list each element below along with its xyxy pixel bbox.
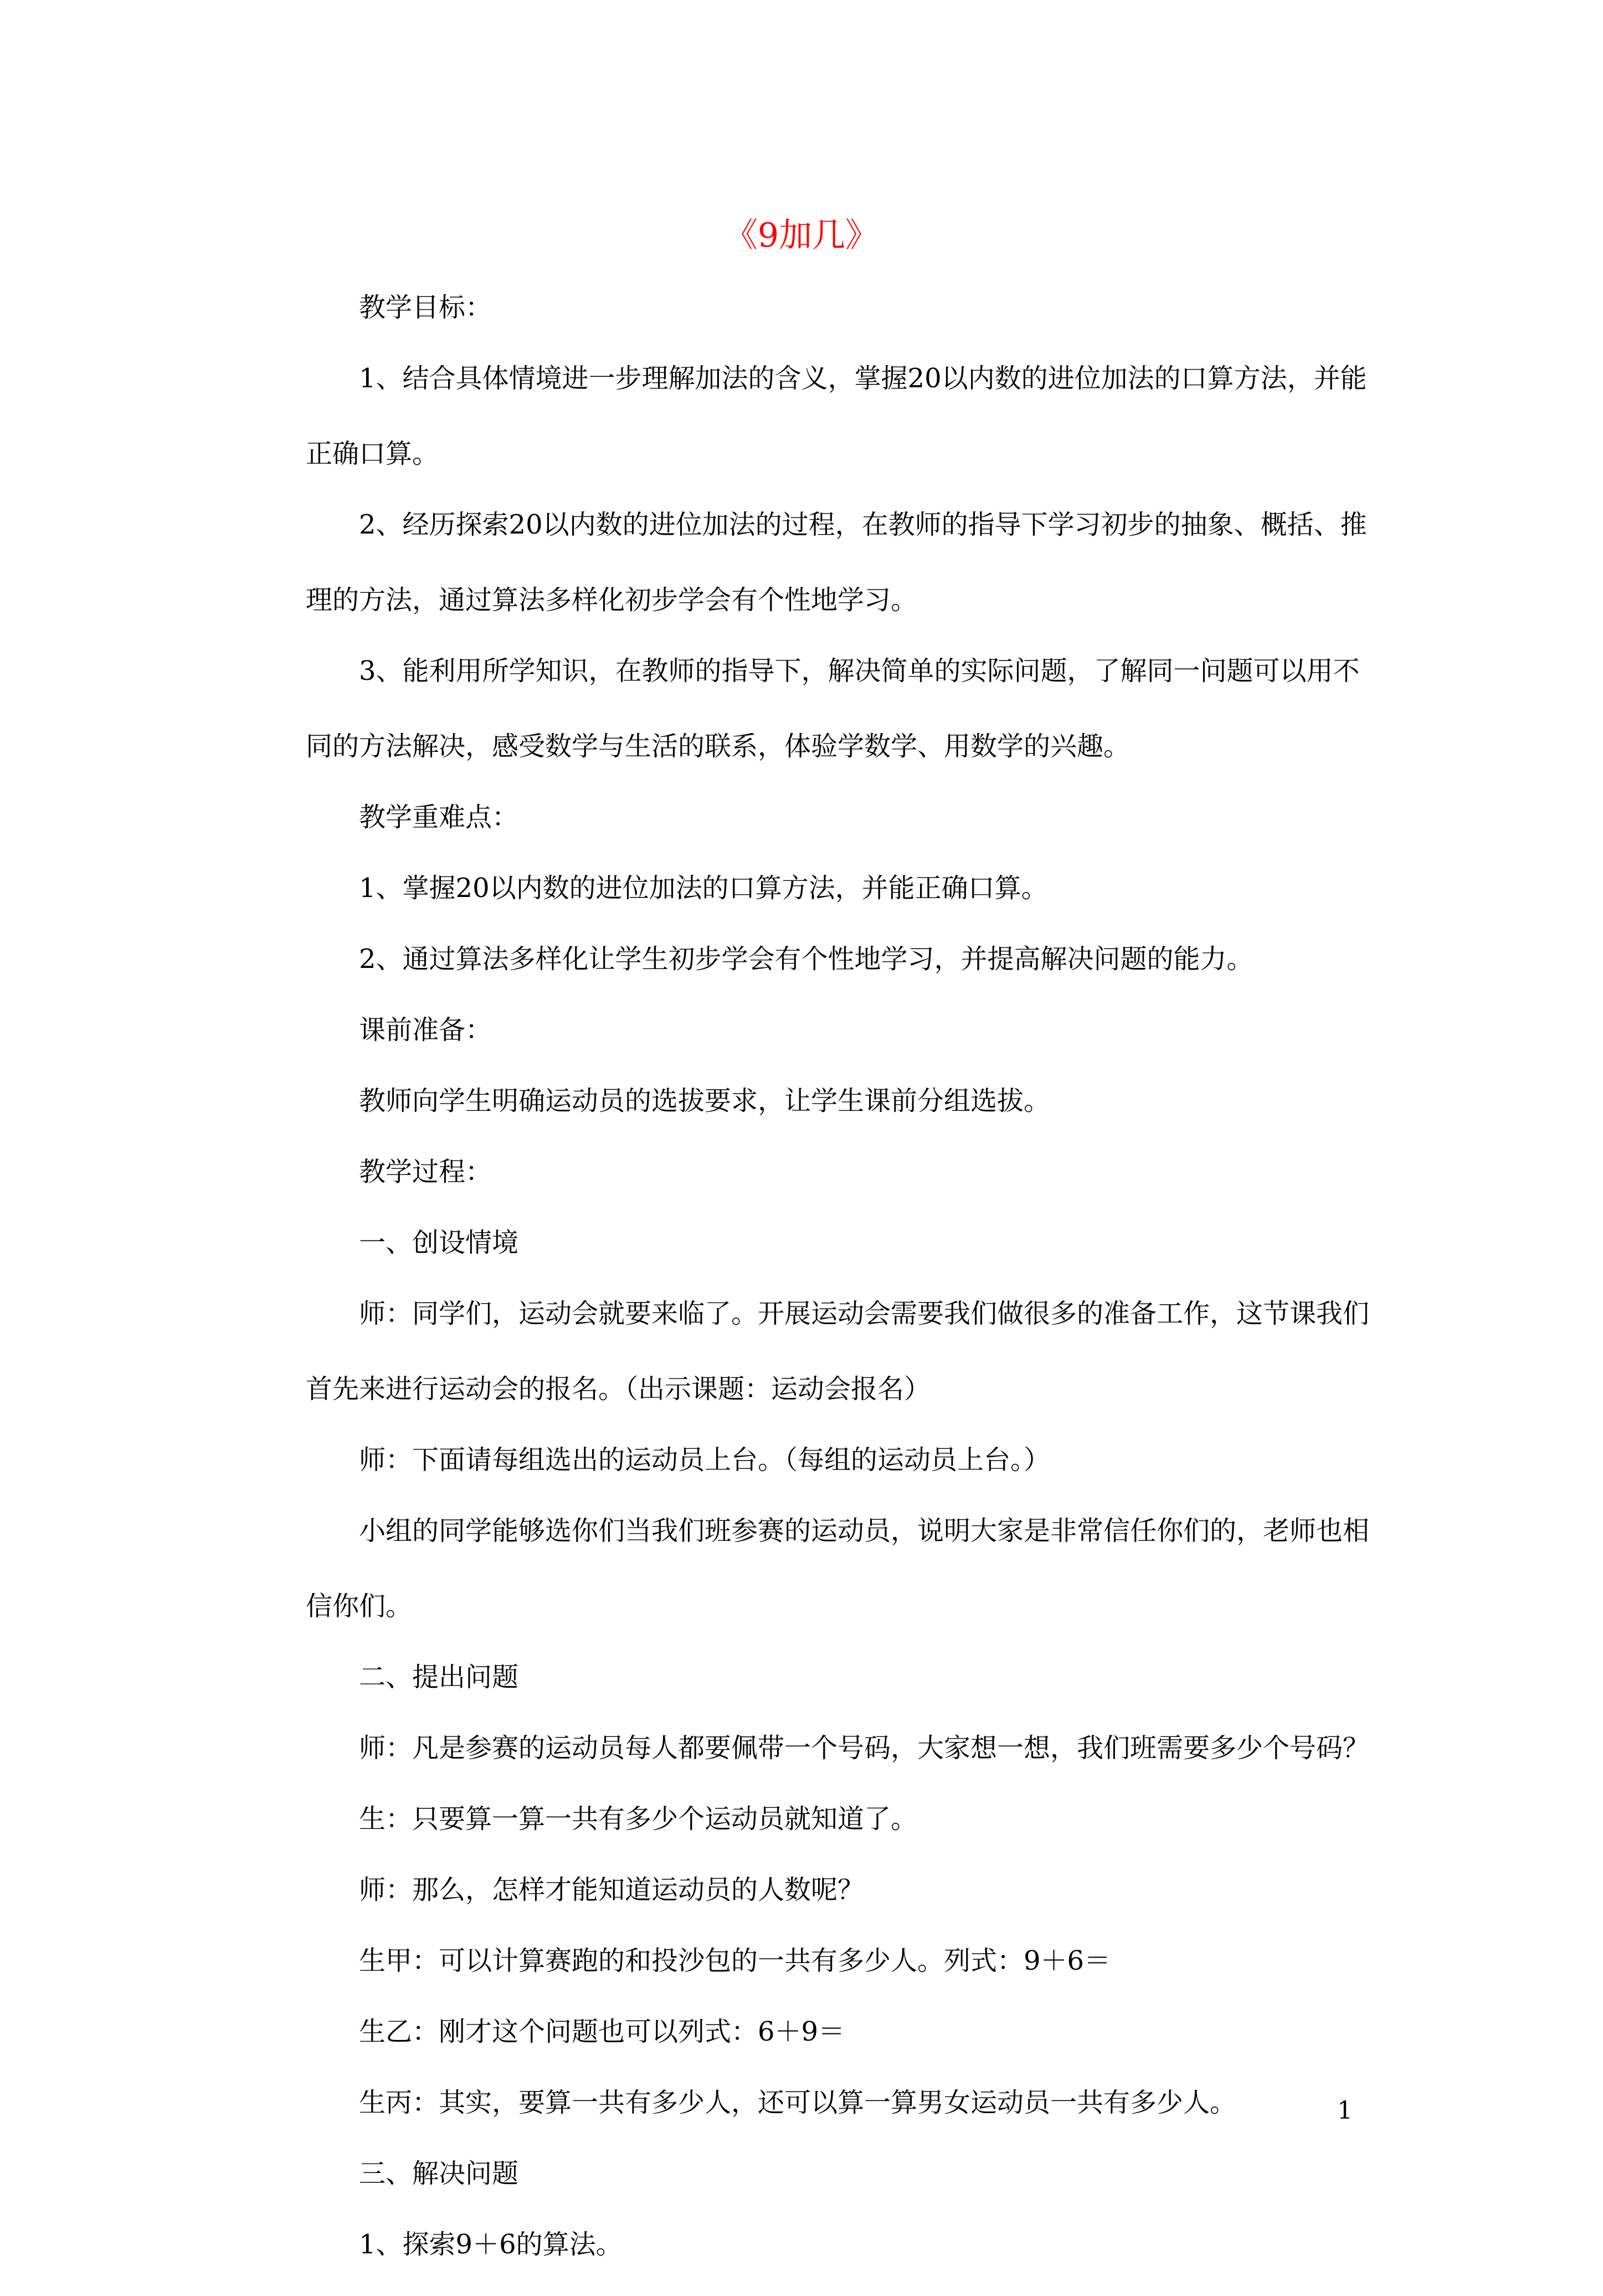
page-number: 1 xyxy=(1337,2097,1353,2125)
paragraph xyxy=(306,359,1369,473)
section-heading: 二、提出问题 xyxy=(359,1662,519,1693)
paragraph: 师：凡是参赛的运动员每人都要佩带一个号码，大家想一想，我们班需要多少个号码？ xyxy=(359,1733,1370,1764)
paragraph: 生乙：刚才这个问题也可以列式：6＋9＝ xyxy=(359,2016,845,2047)
paragraph: 生甲：可以计算赛跑的和投沙包的一共有多少人。列式：9＋6＝ xyxy=(359,1945,1111,1976)
section-heading: 三、解决问题 xyxy=(359,2158,519,2189)
paragraph: 课前准备： xyxy=(359,1014,492,1046)
document-body xyxy=(306,288,1369,2296)
paragraph: 教学重难点： xyxy=(359,802,519,833)
paragraph-line: 信你们。 xyxy=(306,1591,413,1622)
paragraph: 1、掌握20以内数的进位加法的口算方法，并能正确口算。 xyxy=(359,873,1048,904)
paragraph: 师：下面请每组选出的运动员上台。（每组的运动员上台。） xyxy=(359,1444,1051,1475)
paragraph-line: 首先来进行运动会的报名。（出示课题：运动会报名） xyxy=(306,1374,931,1405)
paragraph: 1、探索9＋6的算法。 xyxy=(359,2229,623,2260)
paragraph: 生丙：其实，要算一共有多少人，还可以算一算男女运动员一共有多少人。 xyxy=(359,2087,1237,2118)
paragraph: 教学过程： xyxy=(359,1156,492,1187)
paragraph-line: 1、结合具体情境进一步理解加法的含义，掌握20以内数的进位加法的口算方法，并能 xyxy=(359,363,1367,394)
paragraph-line: 正确口算。 xyxy=(306,438,439,469)
paragraph xyxy=(306,1511,1369,1626)
paragraph-line: 理的方法，通过算法多样化初步学会有个性地学习。 xyxy=(306,585,918,616)
paragraph xyxy=(306,505,1369,619)
paragraph: 师：那么，怎样才能知道运动员的人数呢？ xyxy=(359,1874,865,1905)
paragraph: 教学目标： xyxy=(359,292,492,323)
paragraph xyxy=(306,652,1369,766)
section-heading: 一、创设情境 xyxy=(359,1227,519,1258)
paragraph: 2、通过算法多样化让学生初步学会有个性地学习，并提高解决问题的能力。 xyxy=(359,944,1253,975)
paragraph-line: 师：同学们，运动会就要来临了。开展运动会需要我们做很多的准备工作，这节课我们 xyxy=(359,1298,1370,1329)
paragraph xyxy=(306,1294,1369,1408)
document-title: 《9加几》 xyxy=(724,216,879,255)
paragraph: 生：只要算一算一共有多少个运动员就知道了。 xyxy=(359,1803,918,1834)
paragraph-line: 小组的同学能够选你们当我们班参赛的运动员，说明大家是非常信任你们的，老师也相 xyxy=(359,1515,1370,1546)
paragraph-line: 3、能利用所学知识，在教师的指导下，解决简单的实际问题，了解同一问题可以用不 xyxy=(359,655,1360,686)
paragraph-line: 同的方法解决，感受数学与生活的联系，体验学数学、用数学的兴趣。 xyxy=(306,731,1131,762)
paragraph: 教师向学生明确运动员的选拔要求，让学生课前分组选拔。 xyxy=(359,1085,1051,1116)
paragraph-line: 2、经历探索20以内数的进位加法的过程，在教师的指导下学习初步的抽象、概括、推 xyxy=(359,509,1367,540)
